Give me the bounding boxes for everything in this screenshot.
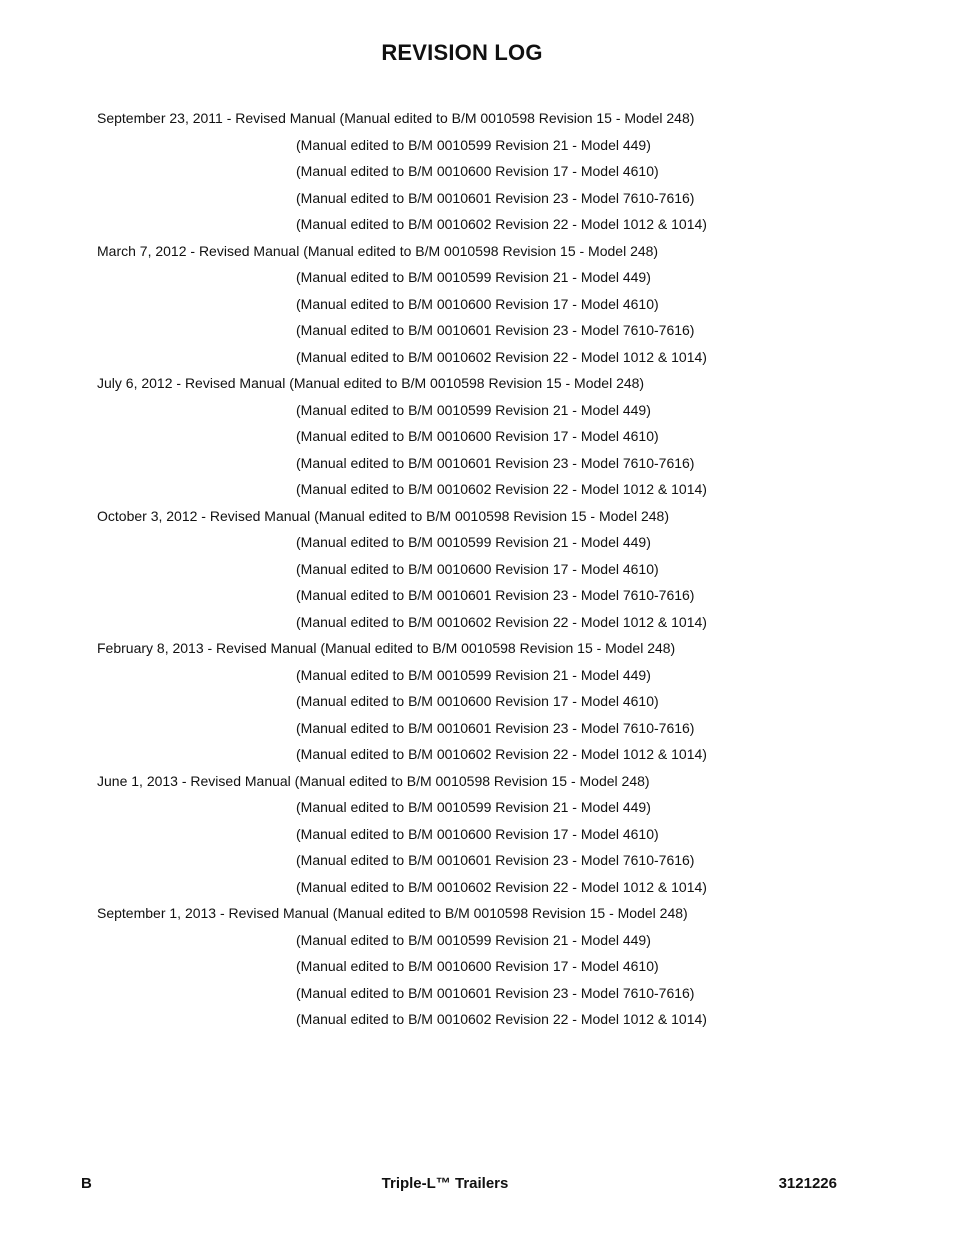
- revision-entry-sub-line: (Manual edited to B/M 0010602 Revision 22 - Model 1012 & 1014): [296, 481, 707, 497]
- revision-entry-sub-line: (Manual edited to B/M 0010599 Revision 21 - Model 449): [296, 931, 651, 948]
- revision-entry-sub-line: (Manual edited to B/M 0010601 Revision 23 - Model 7610-7616): [296, 587, 695, 603]
- footer-document-number: 3121226: [778, 1175, 837, 1192]
- revision-entry-sub-line: (Manual edited to B/M 0010599 Revision 21 - Model 449): [296, 799, 651, 815]
- revision-entry-first-line: July 6, 2012 - Revised Manual (Manual edited to B/M 0010598 Revision 15 - Model 248): [97, 375, 645, 391]
- revision-entry-sub-line: (Manual edited to B/M 0010600 Revision 17 - Model 4610): [296, 560, 659, 577]
- revision-entry: [97, 238, 897, 371]
- revision-entry-sub-line: (Manual edited to B/M 0010599 Revision 21 - Model 449): [296, 269, 651, 285]
- revision-entry-sub-line: (Manual edited to B/M 0010600 Revision 17 - Model 4610): [296, 428, 659, 444]
- revision-entry-sub-line: (Manual edited to B/M 0010601 Revision 23 - Model 7610-7616): [296, 719, 695, 736]
- revision-entry-first-line: March 7, 2012 - Revised Manual (Manual edited to B/M 0010598 Revision 15 - Model 248): [97, 242, 659, 259]
- revision-entry-sub-line: (Manual edited to B/M 0010600 Revision 17 - Model 4610): [296, 825, 659, 842]
- revision-entry-first-line: September 1, 2013 - Revised Manual (Manual edited to B/M 0010598 Revision 15 - Model 248): [97, 905, 688, 921]
- revision-entry-sub-line: (Manual edited to B/M 0010602 Revision 22 - Model 1012 & 1014): [296, 878, 707, 895]
- revision-entry-sub-line: (Manual edited to B/M 0010601 Revision 23 - Model 7610-7616): [296, 322, 695, 338]
- revision-entry-sub-line: (Manual edited to B/M 0010601 Revision 23 - Model 7610-7616): [296, 852, 695, 868]
- revision-entry-sub-line: (Manual edited to B/M 0010602 Revision 22 - Model 1012 & 1014): [296, 746, 707, 762]
- revision-entry-sub-line: (Manual edited to B/M 0010601 Revision 23 - Model 7610-7616): [296, 984, 695, 1001]
- revision-entry-sub-line: (Manual edited to B/M 0010600 Revision 17 - Model 4610): [296, 163, 659, 179]
- revision-entry-sub-line: (Manual edited to B/M 0010602 Revision 22 - Model 1012 & 1014): [296, 613, 707, 630]
- revision-entry-first-line: September 23, 2011 - Revised Manual (Manual edited to B/M 0010598 Revision 15 - Model 248): [97, 110, 695, 126]
- revision-entry-sub-line: (Manual edited to B/M 0010599 Revision 21 - Model 449): [296, 136, 651, 153]
- footer-document-title: Triple-L™ Trailers: [381, 1175, 509, 1192]
- revision-entry-sub-line: (Manual edited to B/M 0010600 Revision 17 - Model 4610): [296, 693, 659, 709]
- revision-entry-first-line: October 3, 2012 - Revised Manual (Manual edited to B/M 0010598 Revision 15 - Model 248): [97, 507, 669, 524]
- revision-entry: [97, 370, 897, 503]
- revision-log: [97, 105, 897, 1033]
- page-footer: [0, 1175, 954, 1195]
- footer-page-letter: B: [81, 1175, 92, 1192]
- revision-entry-first-line: February 8, 2013 - Revised Manual (Manual edited to B/M 0010598 Revision 15 - Model 248): [97, 640, 676, 656]
- revision-entry-sub-line: (Manual edited to B/M 0010601 Revision 23 - Model 7610-7616): [296, 454, 695, 471]
- revision-entry: [97, 768, 897, 901]
- revision-entry-sub-line: (Manual edited to B/M 0010602 Revision 22 - Model 1012 & 1014): [296, 348, 707, 365]
- revision-entry: [97, 900, 897, 1033]
- revision-entry-sub-line: (Manual edited to B/M 0010599 Revision 21 - Model 449): [296, 534, 651, 550]
- revision-entry: [97, 105, 897, 238]
- revision-entry-sub-line: (Manual edited to B/M 0010599 Revision 21 - Model 449): [296, 666, 651, 683]
- revision-entry: [97, 503, 897, 636]
- revision-entry-sub-line: (Manual edited to B/M 0010600 Revision 17 - Model 4610): [296, 958, 659, 974]
- revision-entry-sub-line: (Manual edited to B/M 0010602 Revision 22 - Model 1012 & 1014): [296, 1011, 707, 1027]
- revision-entry-sub-line: (Manual edited to B/M 0010599 Revision 21 - Model 449): [296, 401, 651, 418]
- revision-entry-sub-line: (Manual edited to B/M 0010601 Revision 23 - Model 7610-7616): [296, 189, 695, 206]
- revision-entry-first-line: June 1, 2013 - Revised Manual (Manual edited to B/M 0010598 Revision 15 - Model 248): [97, 772, 650, 789]
- revision-entry: [97, 635, 897, 768]
- page-title: REVISION LOG: [381, 40, 543, 65]
- revision-entry-sub-line: (Manual edited to B/M 0010602 Revision 22 - Model 1012 & 1014): [296, 216, 707, 232]
- revision-entry-sub-line: (Manual edited to B/M 0010600 Revision 17 - Model 4610): [296, 295, 659, 312]
